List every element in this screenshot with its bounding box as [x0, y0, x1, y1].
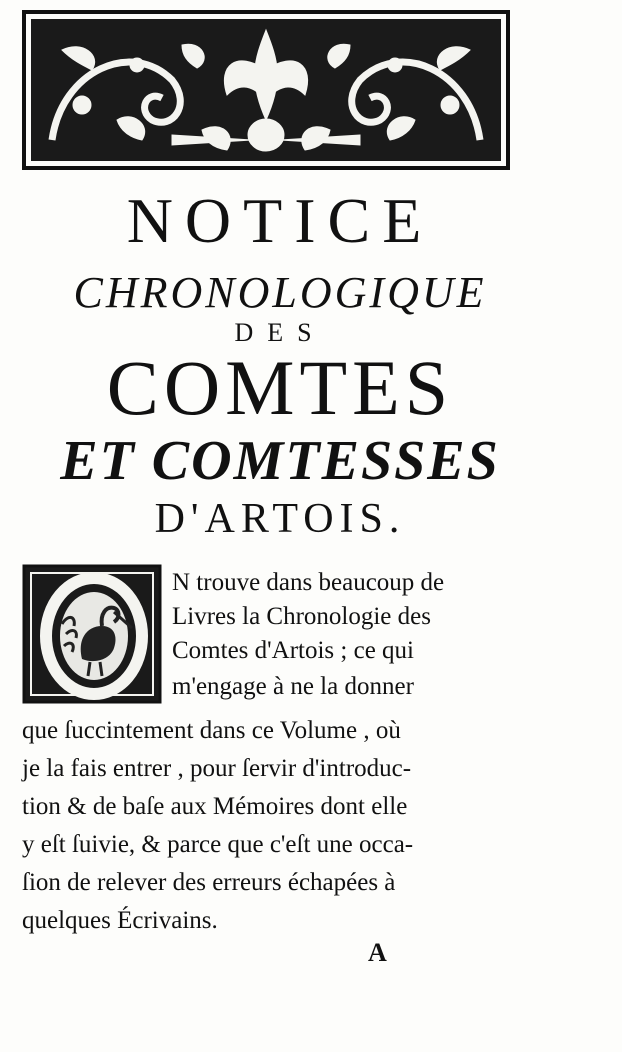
title-notice: NOTICE	[126, 185, 434, 256]
title-et-comtesses: ET COMTESSES	[60, 430, 500, 492]
body-line: tion & de baſe aux Mémoires dont elle	[22, 793, 408, 820]
title-chronologique: CHRONOLOGIQUE	[73, 268, 487, 317]
title-des: DES	[234, 318, 326, 347]
pelican-initial-O-icon	[22, 564, 162, 704]
body-line: quelques Écrivains.	[22, 907, 218, 934]
body-line: m'engage à ne la donner	[172, 673, 414, 700]
body-line-first: N trouve dans beaucoup de	[172, 569, 445, 596]
floral-headpiece-icon	[22, 10, 510, 170]
body-line: Comtes d'Artois ; ce qui	[172, 637, 414, 664]
body-line: y eſt ſuivie, & parce que c'eſt une occa-	[22, 831, 414, 858]
body-line: Livres la Chronologie des	[172, 603, 431, 630]
body-line: ſion de relever des erreurs échapées à	[22, 869, 396, 896]
body-line: que ſuccintement dans ce Volume , où	[22, 717, 401, 744]
body-line: je la fais entrer , pour ſervir d'introduc-	[22, 755, 412, 782]
catchword: A	[368, 938, 387, 967]
title-dartois: D'ARTOIS.	[154, 496, 406, 542]
title-comtes: COMTES	[106, 344, 454, 431]
